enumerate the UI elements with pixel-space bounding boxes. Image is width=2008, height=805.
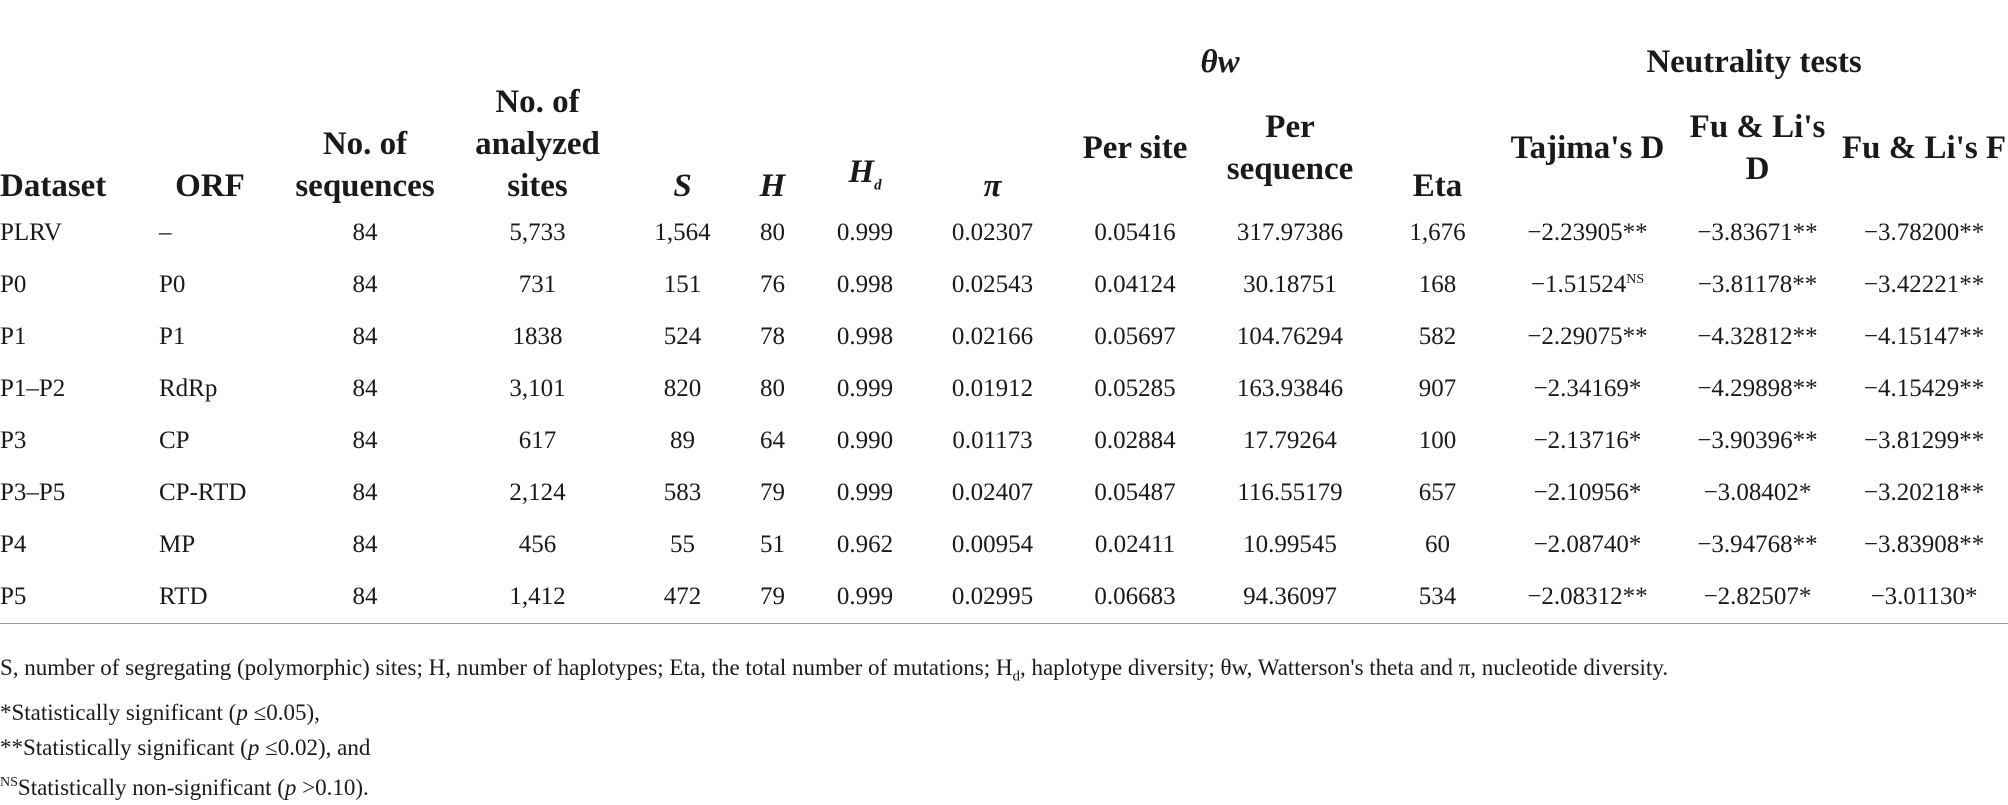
cell-per-sequence: 17.79264	[1243, 427, 1337, 454]
col-header-s: S	[673, 168, 692, 204]
col-header-fuli-f: Fu & Li's F	[1841, 130, 2007, 166]
cell-sequences: 84	[352, 375, 378, 402]
cell-pi: 0.02995	[920, 571, 1065, 624]
table-row	[0, 363, 2008, 415]
cell-s: 472	[630, 571, 735, 624]
cell-hd: 0.990	[836, 427, 894, 454]
group-header-theta: θw	[1200, 44, 1240, 80]
cell-eta: 907	[1418, 375, 1457, 402]
cell-hd: 0.962	[836, 531, 894, 558]
cell-sequences: 84	[352, 427, 378, 454]
cell-tajima: −2.10956*	[1533, 479, 1642, 506]
cell-fuli-f: −3.78200**	[1863, 219, 1985, 246]
cell-per-sequence: 94.36097	[1205, 571, 1375, 624]
col-header-tajima: Tajima's D	[1510, 130, 1665, 166]
cell-fuli-f: −3.42221**	[1863, 271, 1985, 298]
cell-fuli-d: −3.81178**	[1697, 271, 1818, 298]
cell-eta: 657	[1418, 479, 1457, 506]
cell-fuli-d: −3.94768**	[1697, 531, 1818, 558]
cell-s: 820	[663, 375, 702, 402]
cell-sites: 3,101	[509, 375, 566, 402]
cell-sites: 2,124	[509, 479, 566, 506]
cell-per-site: 0.02884	[1094, 427, 1176, 454]
cell-fuli-f: −4.15429**	[1863, 375, 1985, 402]
footnote-significance-002: **Statistically significant (p ≤0.02), and	[0, 734, 371, 760]
cell-dataset: P1	[0, 323, 27, 350]
cell-sequences: 84	[352, 531, 378, 558]
col-header-orf: ORF	[175, 168, 245, 204]
cell-pi: 0.02166	[951, 323, 1034, 350]
cell-eta: 534	[1375, 571, 1500, 624]
cell-s: 151	[663, 271, 702, 298]
col-header-per-sequence: Per sequence	[1226, 109, 1354, 187]
cell-per-sequence: 104.76294	[1236, 323, 1344, 350]
cell-tajima: −2.13716*	[1533, 427, 1642, 454]
cell-fuli-d: −3.90396**	[1697, 427, 1818, 454]
cell-fuli-f: −4.15147**	[1863, 323, 1985, 350]
cell-fuli-f: −3.20218**	[1863, 479, 1985, 506]
cell-pi: 0.02543	[951, 271, 1034, 298]
cell-per-sequence: 30.18751	[1243, 271, 1337, 298]
cell-dataset: P3	[0, 427, 27, 454]
cell-sequences: 84	[352, 219, 378, 246]
cell-hd: 0.998	[836, 323, 894, 350]
cell-s: 55	[670, 531, 695, 558]
cell-tajima: −2.23905**	[1527, 219, 1648, 246]
cell-tajima: $-1.51524^{NS}$	[1530, 271, 1645, 298]
cell-fuli-f: −3.83908**	[1863, 531, 1985, 558]
cell-orf: RTD	[135, 571, 285, 624]
cell-orf: CP	[159, 427, 190, 454]
cell-sites: 731	[518, 271, 557, 298]
table-row	[0, 467, 2008, 519]
cell-per-sequence: 10.99545	[1243, 531, 1337, 558]
cell-h: 78	[760, 323, 785, 350]
cell-sites: 1,412	[445, 571, 630, 624]
cell-per-site: 0.05285	[1094, 375, 1176, 402]
cell-dataset: PLRV	[0, 219, 62, 246]
cell-orf: CP-RTD	[159, 479, 247, 506]
cell-orf: RdRp	[159, 375, 218, 402]
cell-h: 80	[760, 219, 785, 246]
col-header-eta: Eta	[1412, 168, 1463, 204]
cell-s: 1,564	[654, 219, 711, 246]
cell-per-site: 0.04124	[1094, 271, 1176, 298]
cell-pi: 0.02407	[951, 479, 1034, 506]
table-row	[0, 259, 2008, 311]
cell-dataset: P1–P2	[0, 375, 66, 402]
cell-eta: 1,676	[1409, 219, 1466, 246]
col-header-dataset: Dataset	[0, 168, 107, 204]
cell-per-site: 0.02411	[1094, 531, 1176, 558]
cell-eta: 100	[1418, 427, 1457, 454]
cell-per-sequence: 116.55179	[1237, 479, 1343, 506]
cell-sequences: 84	[352, 479, 378, 506]
footnote-abbreviations: S, number of segregating (polymorphic) sites; H, number of haplotypes; Eta, the total number of mutations; $H_d$, haplotype diversity; θw, Watterson's theta and π, nucleotide diversity.	[0, 655, 1669, 685]
cell-pi: 0.01173	[952, 427, 1033, 454]
cell-fuli-d: −3.83671**	[1697, 219, 1818, 246]
cell-eta: 582	[1418, 323, 1457, 350]
cell-dataset: P3–P5	[0, 479, 66, 506]
footnote-non-significant: $^{NS}$Statistically non-significant (p >0.10).	[0, 774, 369, 800]
cell-sites: 5,733	[509, 219, 566, 246]
cell-sequences: 84	[352, 271, 378, 298]
cell-per-site: 0.06683	[1065, 571, 1205, 624]
cell-per-site: 0.05697	[1094, 323, 1176, 350]
cell-s: 583	[663, 479, 702, 506]
cell-tajima: −2.34169*	[1533, 375, 1642, 402]
cell-pi: 0.00954	[951, 531, 1034, 558]
cell-fuli-d: −3.08402*	[1703, 479, 1812, 506]
col-header-sites: No. of analyzed sites	[475, 84, 600, 204]
col-header-h: H	[759, 168, 786, 204]
cell-orf: P0	[159, 271, 186, 298]
cell-per-sequence: 163.93846	[1236, 375, 1344, 402]
cell-orf: –	[159, 219, 172, 246]
cell-h: 76	[760, 271, 785, 298]
cell-fuli-d: −4.29898**	[1697, 375, 1818, 402]
cell-h: 64	[760, 427, 785, 454]
col-header-pi: π	[983, 168, 1002, 204]
col-header-fuli-d: Fu & Li's D	[1689, 109, 1826, 187]
cell-h: 80	[760, 375, 785, 402]
cell-dataset: P4	[0, 531, 27, 558]
cell-fuli-d: −2.82507*	[1675, 571, 1840, 624]
cell-sites: 617	[518, 427, 557, 454]
table-row	[0, 415, 2008, 467]
cell-s: 524	[663, 323, 702, 350]
cell-sites: 456	[518, 531, 557, 558]
ns-marker: NS	[1626, 272, 1645, 287]
cell-per-site: 0.05416	[1094, 219, 1176, 246]
cell-sites: 1838	[512, 323, 563, 350]
cell-tajima: −2.29075**	[1527, 323, 1648, 350]
cell-orf: MP	[159, 531, 196, 558]
cell-hd: 0.999	[836, 479, 894, 506]
col-header-sequences: No. of sequences	[295, 126, 435, 204]
table-row	[0, 207, 2008, 259]
cell-dataset: P5	[0, 571, 135, 624]
cell-pi: 0.02307	[951, 219, 1034, 246]
cell-eta: 60	[1425, 531, 1451, 558]
cell-fuli-f: −3.01130*	[1840, 571, 2008, 624]
table-body	[0, 207, 2008, 624]
cell-tajima: −2.08312**	[1500, 571, 1675, 624]
footnote-significance-005: *Statistically significant (p ≤0.05),	[0, 699, 320, 725]
cell-tajima: −2.08740*	[1533, 531, 1642, 558]
table-row	[0, 571, 2008, 624]
cell-dataset: P0	[0, 271, 27, 298]
cell-eta: 168	[1418, 271, 1457, 298]
cell-fuli-d: −4.32812**	[1697, 323, 1818, 350]
cell-h: 51	[760, 531, 785, 558]
cell-pi: 0.01912	[951, 375, 1034, 402]
cell-h: 79	[760, 479, 785, 506]
cell-s: 89	[670, 427, 695, 454]
cell-sequences: 84	[352, 323, 378, 350]
table-row	[0, 519, 2008, 571]
table-footnotes	[0, 650, 2008, 805]
cell-hd: 0.998	[836, 271, 894, 298]
col-header-hd: $H_d$	[848, 154, 882, 194]
cell-h: 79	[735, 571, 810, 624]
cell-hd: 0.999	[810, 571, 920, 624]
cell-hd: 0.999	[836, 219, 894, 246]
col-header-per-site: Per site	[1082, 130, 1188, 166]
cell-per-site: 0.05487	[1094, 479, 1176, 506]
group-header-neutrality: Neutrality tests	[1646, 44, 1862, 80]
cell-fuli-f: −3.81299**	[1863, 427, 1985, 454]
cell-per-sequence: 317.97386	[1236, 219, 1344, 246]
cell-hd: 0.999	[836, 375, 894, 402]
table-row	[0, 311, 2008, 363]
cell-orf: P1	[159, 323, 186, 350]
cell-sequences: 84	[285, 571, 445, 624]
